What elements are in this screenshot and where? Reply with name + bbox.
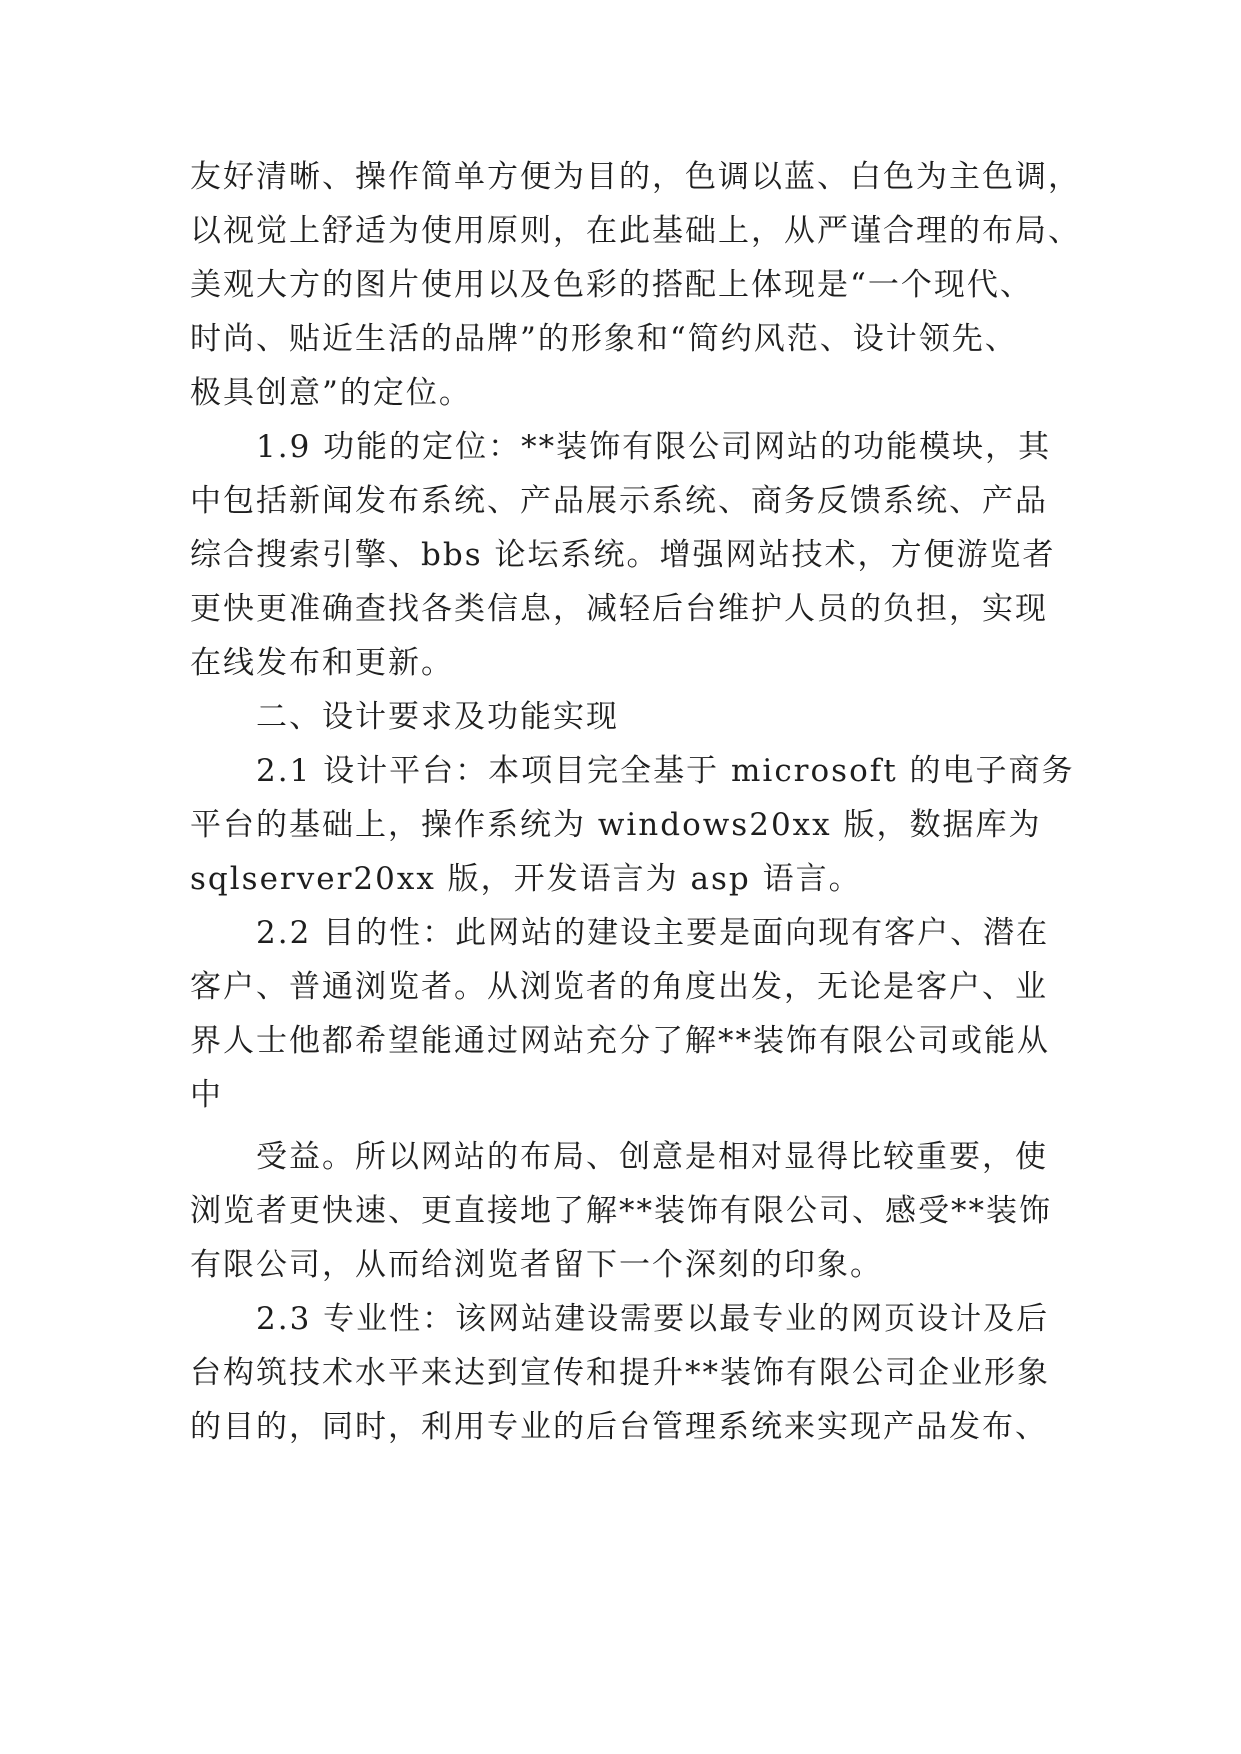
paragraph-professionalism (190, 1292, 1070, 1454)
document-body (190, 150, 1081, 1454)
paragraph-purpose (190, 906, 1070, 1122)
text-line: 在线发布和更新。 (190, 645, 454, 681)
text-line: 综合搜索引擎、bbs 论坛系统。增强网站技术，方便游览者 (190, 537, 1056, 573)
text-line: 1.9 功能的定位：**装饰有限公司网站的功能模块，其 (256, 429, 1052, 465)
paragraph-function-positioning (190, 420, 1070, 690)
text-line: 极具创意”的定位。 (190, 375, 472, 411)
text-line: 2.2 目的性：此网站的建设主要是面向现有客户、潜在 (256, 915, 1050, 951)
text-line: sqlserver20xx 版，开发语言为 asp 语言。 (190, 861, 862, 897)
text-line: 有限公司，从而给浏览者留下一个深刻的印象。 (190, 1247, 883, 1283)
section-heading (190, 690, 1070, 744)
text-line: 友好清晰、操作简单方便为目的，色调以蓝、白色为主色调， (190, 159, 1081, 195)
text-line: 受益。所以网站的布局、创意是相对显得比较重要，使 (256, 1139, 1048, 1175)
paragraph-design-platform (190, 744, 1075, 906)
text-line: 以视觉上舒适为使用原则，在此基础上，从严谨合理的布局、 (190, 213, 1081, 249)
text-line: 中 (190, 1077, 223, 1113)
text-line: 美观大方的图片使用以及色彩的搭配上体现是“一个现代、 (190, 267, 1033, 303)
text-line: 客户、普通浏览者。从浏览者的角度出发，无论是客户、业 (190, 969, 1048, 1005)
text-line: 2.1 设计平台：本项目完全基于 microsoft 的电子商务 (256, 753, 1075, 789)
text-line: 的目的，同时，利用专业的后台管理系统来实现产品发布、 (190, 1409, 1048, 1445)
text-line: 时尚、贴近生活的品牌”的形象和“简约风范、设计领先、 (190, 321, 1018, 357)
text-line: 浏览者更快速、更直接地了解**装饰有限公司、感受**装饰 (190, 1193, 1052, 1229)
paragraph-benefit (190, 1130, 1070, 1292)
paragraph-1 (190, 150, 1081, 420)
text-line: 平台的基础上，操作系统为 windows20xx 版，数据库为 (190, 807, 1042, 843)
text-line: 台构筑技术水平来达到宣传和提升**装饰有限公司企业形象 (190, 1355, 1050, 1391)
text-line: 更快更准确查找各类信息，减轻后台维护人员的负担，实现 (190, 591, 1048, 627)
text-line: 2.3 专业性：该网站建设需要以最专业的网页设计及后 (256, 1301, 1050, 1337)
heading-line: 二、设计要求及功能实现 (256, 699, 619, 735)
text-line: 中包括新闻发布系统、产品展示系统、商务反馈系统、产品 (190, 483, 1048, 519)
text-line: 界人士他都希望能通过网站充分了解**装饰有限公司或能从 (190, 1023, 1050, 1059)
